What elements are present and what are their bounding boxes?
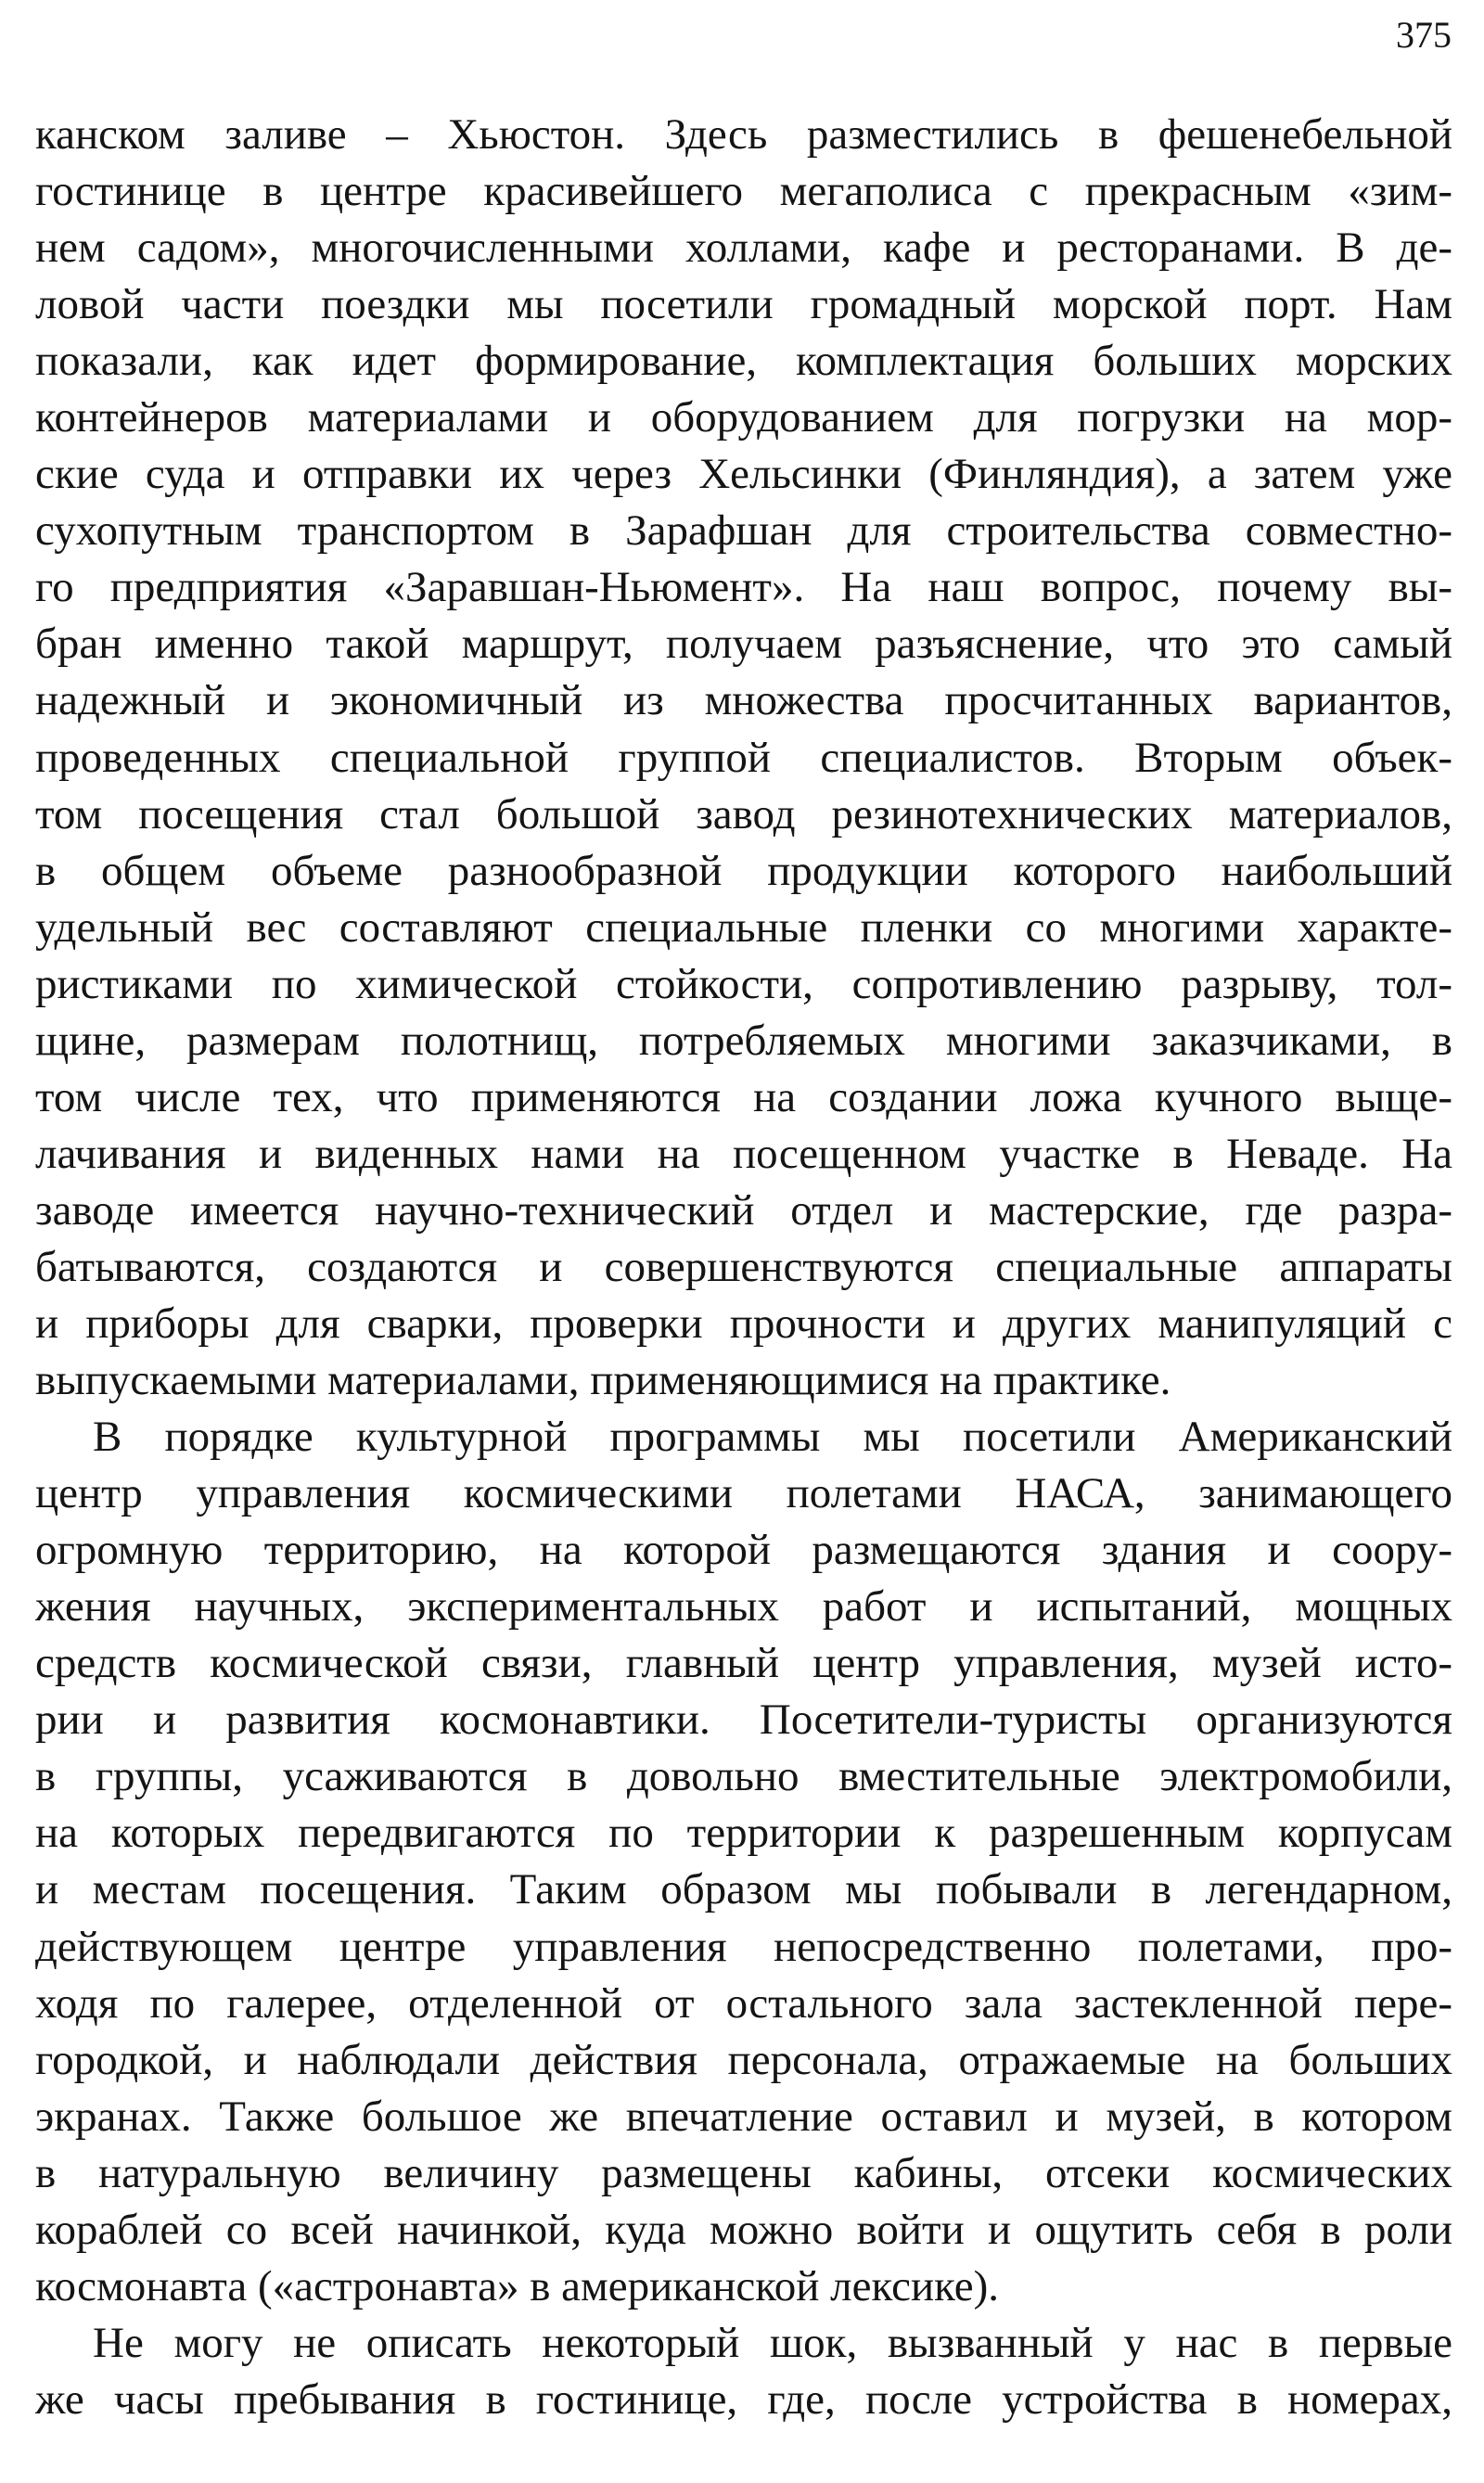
paragraph	[35, 107, 1452, 1409]
text-line: ские суда и отправки их через Хельсинки (Финляндия), а затем уже	[35, 450, 1452, 499]
text-line: космонавта («астронавта» в американской лексике).	[35, 2261, 1000, 2310]
text-line: сухопутным транспортом в Зарафшан для строительства совместно-	[35, 506, 1452, 556]
text-line: действующем центре управления непосредственно полетами, про-	[35, 1922, 1452, 1971]
text-line: на которых передвигаются по территории к разрешенным корпусам	[35, 1809, 1452, 1858]
text-line: огромную территорию, на которой размещаются здания и соору-	[35, 1526, 1452, 1575]
text-line: проведенных специальной группой специалистов. Вторым объек-	[35, 733, 1452, 782]
paragraph	[35, 1409, 1452, 2315]
text-line: выпускаемыми материалами, применяющимися на практике.	[35, 1356, 1171, 1405]
text-line: жения научных, экспериментальных работ и испытаний, мощных	[35, 1582, 1452, 1632]
text-line: и местам посещения. Таким образом мы побывали в легендарном,	[35, 1865, 1452, 1914]
text-line: средств космической связи, главный центр управления, музей исто-	[35, 1639, 1452, 1688]
page-number: 375	[1396, 14, 1452, 56]
text-line: гостинице в центре красивейшего мегаполиса с прекрасным «зим-	[35, 167, 1452, 216]
text-line: удельный вес составляют специальные пленки со многими характе-	[35, 902, 1452, 952]
text-line: В порядке культурной программы мы посетили Американский	[93, 1413, 1452, 1462]
paragraph	[35, 2315, 1452, 2428]
text-line: ристиками по химической стойкости, сопротивлению разрыву, тол-	[35, 959, 1452, 1008]
text-line: Не могу не описать некоторый шок, вызванный у нас в первые	[93, 2318, 1452, 2367]
text-line: в группы, усаживаются в довольно вместительные электромобили,	[35, 1752, 1452, 1801]
text-line: и приборы для сварки, проверки прочности и других манипуляций с	[35, 1299, 1452, 1348]
body-text	[35, 107, 1452, 2428]
text-line: контейнеров материалами и оборудованием для погрузки на мор-	[35, 393, 1452, 442]
text-line: батываются, создаются и совершенствуются специальные аппараты	[35, 1242, 1452, 1291]
text-line: щине, размерам полотнищ, потребляемых многими заказчиками, в	[35, 1016, 1452, 1065]
text-line: заводе имеется научно-технический отдел и мастерские, где разра-	[35, 1185, 1452, 1235]
text-line: центр управления космическими полетами НАСА, занимающего	[35, 1469, 1452, 1518]
text-line: кораблей со всей начинкой, куда можно войти и ощутить себя в роли	[35, 2205, 1452, 2254]
text-line: том посещения стал большой завод резинотехнических материалов,	[35, 789, 1452, 838]
text-line: лачивания и виденных нами на посещенном участке в Неваде. На	[35, 1129, 1452, 1178]
text-line: городкой, и наблюдали действия персонала, отражаемые на больших	[35, 2035, 1452, 2084]
text-line: в общем объеме разнообразной продукции которого наибольший	[35, 846, 1452, 895]
text-line: в натуральную величину размещены кабины, отсеки космических	[35, 2148, 1452, 2197]
text-line: нем садом», многочисленными холлами, кафе и ресторанами. В де-	[35, 224, 1452, 273]
text-line: надежный и экономичный из множества просчитанных вариантов,	[35, 676, 1452, 725]
text-line: ходя по галерее, отделенной от остального зала застекленной пере-	[35, 1978, 1452, 2028]
text-line: канском заливе – Хьюстон. Здесь разместились в фешенебельной	[35, 110, 1452, 159]
text-line: го предприятия «Заравшан-Ньюмент». На наш вопрос, почему вы-	[35, 563, 1452, 612]
text-line: том числе тех, что применяются на создании ложа кучного выще-	[35, 1072, 1452, 1121]
text-line: ловой части поездки мы посетили громадный морской порт. Нам	[35, 280, 1452, 329]
text-line: бран именно такой маршрут, получаем разъяснение, что это самый	[35, 620, 1452, 669]
text-line: же часы пребывания в гостинице, где, после устройства в номерах,	[35, 2374, 1452, 2424]
text-line: рии и развития космонавтики. Посетители-туристы организуются	[35, 1696, 1452, 1745]
text-line: экранах. Также большое же впечатление оставил и музей, в котором	[35, 2092, 1452, 2141]
text-line: показали, как идет формирование, комплектация больших морских	[35, 337, 1452, 386]
